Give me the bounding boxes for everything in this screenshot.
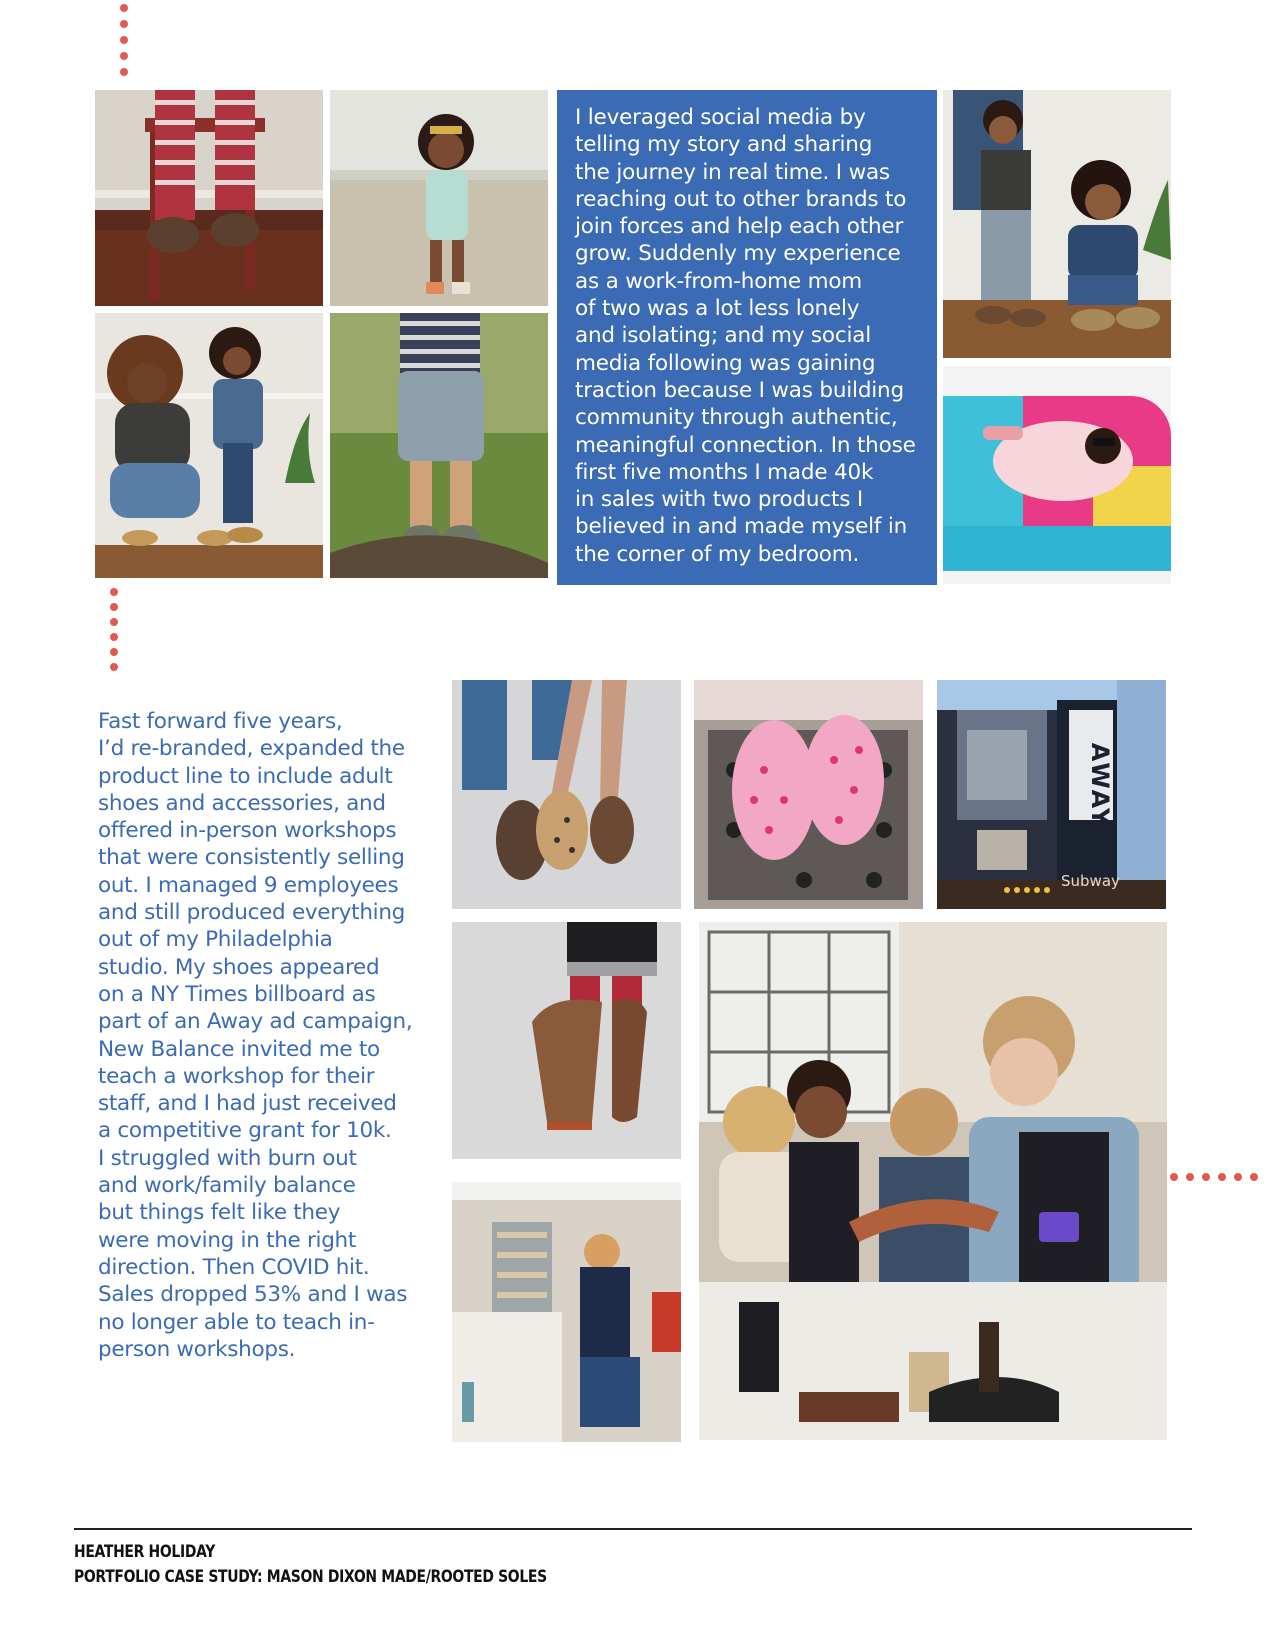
photo-child-walking-log — [330, 313, 548, 578]
photo-times-square-billboard — [937, 680, 1166, 909]
footer-author-name: HEATHER HOLIDAY — [74, 1542, 215, 1562]
photo-toddler-beach — [330, 90, 548, 306]
photo-pink-spotted-shoes — [694, 680, 923, 909]
story-paragraph-2: Fast forward five years, I’d re-branded, expanded the product line to include adult shoes and accessories, and offered in-person workshops that were consistently selling out. I managed 9 employees and still produced everything out of my Philadelphia studio. My shoes appeared on a NY Times billboard as part of an Away ad campaign, New Balance invited me to teach a workshop for their staff, and I had just received a competitive grant for 10k. I struggled with burn out and work/family balance but things felt like they were moving in the right direction. Then COVID hit. Sales dropped 53% and I was no longer able to teach in- person workshops. — [98, 709, 413, 1362]
story-callout-box — [557, 90, 937, 585]
photo-mother-and-child — [95, 313, 323, 578]
photo-girl-on-popsicle-float — [943, 366, 1171, 584]
photo-child-on-chair — [95, 90, 323, 306]
photo-siblings-sitting — [943, 90, 1171, 358]
photo-new-balance-workshop — [699, 922, 1167, 1440]
footer-divider — [74, 1528, 1192, 1530]
footer-case-study-title: PORTFOLIO CASE STUDY: MASON DIXON MADE/ROOTED SOLES — [74, 1567, 547, 1587]
photo-leather-boots-jump — [452, 922, 681, 1159]
photo-adult-and-child-shoes — [452, 680, 681, 909]
billboard-subway-sign: Subway — [1061, 872, 1120, 890]
photo-studio-workshop — [452, 1182, 681, 1442]
billboard-brand-text: AWAY — [1086, 742, 1114, 828]
story-paragraph-1: I leveraged social media by telling my story and sharing the journey in real time. I was reaching out to other brands to join forces and help each other grow. Suddenly my experience as a work-from-home mom of two was a lot less lonely and isolating; and my social media following was gaining traction because I was building community through authentic, meaningful connection. In those first five months I made 40k in sales with two products I believed in and made myself in the corner of my bedroom. — [575, 105, 916, 567]
